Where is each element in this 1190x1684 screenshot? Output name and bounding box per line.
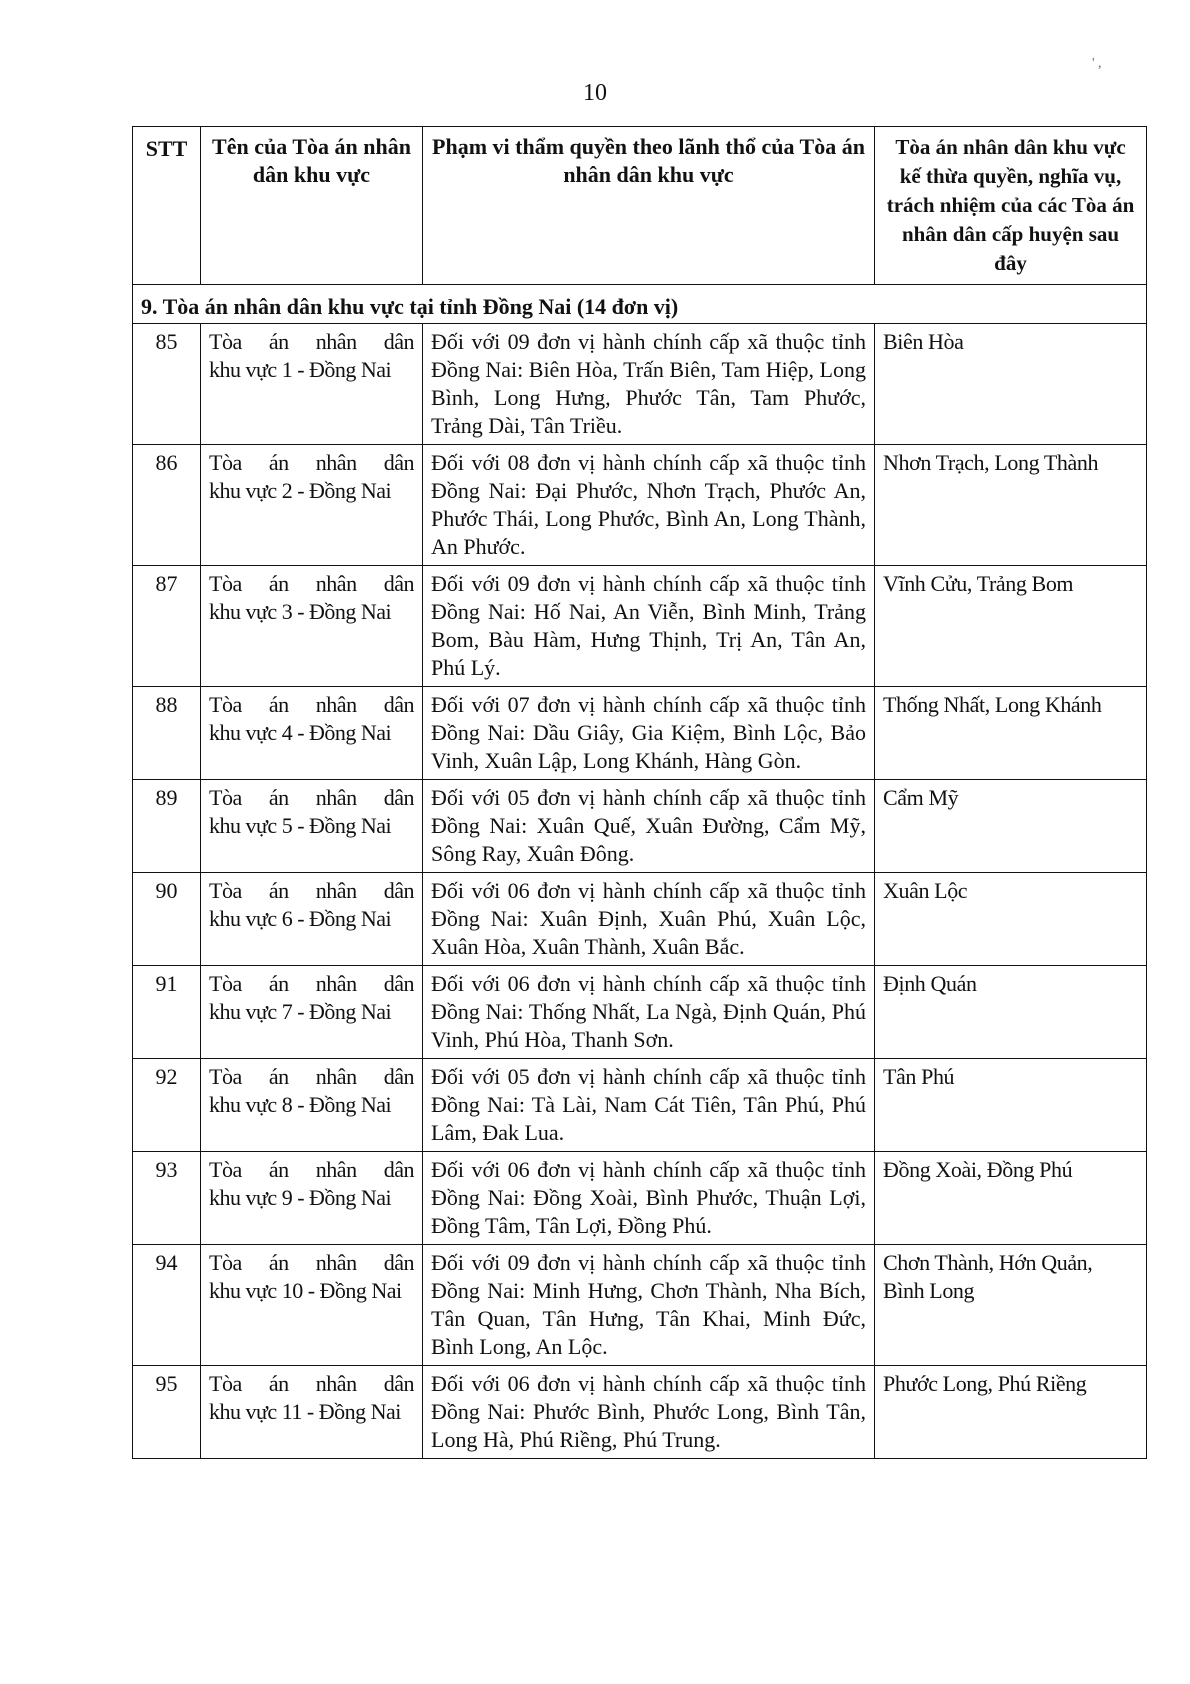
row-court-name: [201, 1059, 423, 1152]
court-name-line1: Tòa án nhân dân: [209, 450, 414, 475]
court-table: [132, 126, 1147, 1459]
row-territorial-scope: Đối với 08 đơn vị hành chính cấp xã thuộc tỉnh Đồng Nai: Đại Phước, Nhơn Trạch, Phước An, Phước Thái, Long Phước, Bình An, Long Thành, An Phước.: [423, 445, 875, 566]
row-stt: 94: [133, 1245, 201, 1366]
row-court-name: [201, 1366, 423, 1459]
row-successor-courts: Nhơn Trạch, Long Thành: [875, 445, 1147, 566]
row-court-name: [201, 566, 423, 687]
court-name-line1: Tòa án nhân dân: [209, 785, 414, 810]
row-territorial-scope: Đối với 06 đơn vị hành chính cấp xã thuộc tỉnh Đồng Nai: Phước Bình, Phước Long, Bình Tân, Long Hà, Phú Riềng, Phú Trung.: [423, 1366, 875, 1459]
row-stt: 87: [133, 566, 201, 687]
row-territorial-scope: Đối với 09 đơn vị hành chính cấp xã thuộc tỉnh Đồng Nai: Hố Nai, An Viễn, Bình Minh, Trảng Bom, Bàu Hàm, Hưng Thịnh, Trị An, Tân An, Phú Lý.: [423, 566, 875, 687]
row-stt: 91: [133, 966, 201, 1059]
row-territorial-scope: Đối với 09 đơn vị hành chính cấp xã thuộc tỉnh Đồng Nai: Biên Hòa, Trấn Biên, Tam Hiệp, Long Bình, Long Hưng, Phước Tân, Tam Phước, Trảng Dài, Tân Triều.: [423, 324, 875, 445]
row-territorial-scope: Đối với 07 đơn vị hành chính cấp xã thuộc tỉnh Đồng Nai: Dầu Giây, Gia Kiệm, Bình Lộc, Bảo Vinh, Xuân Lập, Long Khánh, Hàng Gòn.: [423, 687, 875, 780]
row-successor-courts: Tân Phú: [875, 1059, 1147, 1152]
table-header-row: [133, 127, 1147, 285]
table-row: [133, 445, 1147, 566]
row-court-name: [201, 445, 423, 566]
court-name-line2: khu vực 5 - Đồng Nai: [209, 813, 392, 838]
table-row: [133, 324, 1147, 445]
row-successor-courts: Chơn Thành, Hớn Quản, Bình Long: [875, 1245, 1147, 1366]
row-successor-courts: Cẩm Mỹ: [875, 780, 1147, 873]
table-row: [133, 966, 1147, 1059]
table-row: [133, 1059, 1147, 1152]
row-successor-courts: Biên Hòa: [875, 324, 1147, 445]
header-stt: STT: [133, 127, 201, 285]
court-name-line1: Tòa án nhân dân: [209, 571, 414, 596]
row-stt: 85: [133, 324, 201, 445]
table-row: [133, 1245, 1147, 1366]
court-name-line1: Tòa án nhân dân: [209, 1157, 414, 1182]
court-name-line2: khu vực 8 - Đồng Nai: [209, 1092, 392, 1117]
court-name-line2: khu vực 9 - Đồng Nai: [209, 1185, 392, 1210]
table-row: [133, 1152, 1147, 1245]
court-name-line1: Tòa án nhân dân: [209, 878, 414, 903]
group-title: 9. Tòa án nhân dân khu vực tại tỉnh Đồng Nai (14 đơn vị): [133, 285, 1147, 324]
header-territorial-scope: Phạm vi thẩm quyền theo lãnh thổ của Tòa án nhân dân khu vực: [423, 127, 875, 285]
row-successor-courts: Thống Nhất, Long Khánh: [875, 687, 1147, 780]
court-name-line2: khu vực 1 - Đồng Nai: [209, 357, 392, 382]
row-court-name: [201, 1245, 423, 1366]
court-name-line1: Tòa án nhân dân: [209, 1064, 414, 1089]
court-name-line1: Tòa án nhân dân: [209, 1371, 414, 1396]
court-name-line2: khu vực 6 - Đồng Nai: [209, 906, 392, 931]
row-territorial-scope: Đối với 06 đơn vị hành chính cấp xã thuộc tỉnh Đồng Nai: Xuân Định, Xuân Phú, Xuân Lộc, Xuân Hòa, Xuân Thành, Xuân Bắc.: [423, 873, 875, 966]
row-stt: 93: [133, 1152, 201, 1245]
table-row: [133, 1366, 1147, 1459]
row-stt: 90: [133, 873, 201, 966]
group-row: [133, 285, 1147, 324]
header-court-name: Tên của Tòa án nhân dân khu vực: [201, 127, 423, 285]
row-successor-courts: Định Quán: [875, 966, 1147, 1059]
table-row: [133, 687, 1147, 780]
row-court-name: [201, 324, 423, 445]
court-name-line2: khu vực 3 - Đồng Nai: [209, 599, 392, 624]
row-stt: 92: [133, 1059, 201, 1152]
court-name-line1: Tòa án nhân dân: [209, 1250, 414, 1275]
row-successor-courts: Đồng Xoài, Đồng Phú: [875, 1152, 1147, 1245]
row-court-name: [201, 1152, 423, 1245]
row-territorial-scope: Đối với 06 đơn vị hành chính cấp xã thuộc tỉnh Đồng Nai: Thống Nhất, La Ngà, Định Quán, Phú Vinh, Phú Hòa, Thanh Sơn.: [423, 966, 875, 1059]
header-successor-courts: Tòa án nhân dân khu vực kế thừa quyền, nghĩa vụ, trách nhiệm của các Tòa án nhân dân cấp huyện sau đây: [875, 127, 1147, 285]
court-name-line1: Tòa án nhân dân: [209, 329, 414, 354]
table-row: [133, 873, 1147, 966]
row-successor-courts: Vĩnh Cửu, Trảng Bom: [875, 566, 1147, 687]
page-number: 10: [583, 80, 607, 106]
row-court-name: [201, 780, 423, 873]
table-row: [133, 566, 1147, 687]
row-territorial-scope: Đối với 05 đơn vị hành chính cấp xã thuộc tỉnh Đồng Nai: Xuân Quế, Xuân Đường, Cẩm Mỹ, Sông Ray, Xuân Đông.: [423, 780, 875, 873]
row-stt: 86: [133, 445, 201, 566]
row-successor-courts: Xuân Lộc: [875, 873, 1147, 966]
court-name-line2: khu vực 10 - Đồng Nai: [209, 1278, 402, 1303]
row-territorial-scope: Đối với 05 đơn vị hành chính cấp xã thuộc tỉnh Đồng Nai: Tà Lài, Nam Cát Tiên, Tân Phú, Phú Lâm, Đak Lua.: [423, 1059, 875, 1152]
scan-marks: ' ,: [1092, 56, 1102, 71]
court-name-line2: khu vực 11 - Đồng Nai: [209, 1399, 401, 1424]
row-court-name: [201, 873, 423, 966]
row-court-name: [201, 966, 423, 1059]
row-stt: 89: [133, 780, 201, 873]
court-name-line2: khu vực 2 - Đồng Nai: [209, 478, 392, 503]
court-name-line1: Tòa án nhân dân: [209, 971, 414, 996]
row-court-name: [201, 687, 423, 780]
court-name-line1: Tòa án nhân dân: [209, 692, 414, 717]
court-name-line2: khu vực 7 - Đồng Nai: [209, 999, 392, 1024]
row-stt: 95: [133, 1366, 201, 1459]
row-territorial-scope: Đối với 09 đơn vị hành chính cấp xã thuộc tỉnh Đồng Nai: Minh Hưng, Chơn Thành, Nha Bích, Tân Quan, Tân Hưng, Tân Khai, Minh Đức, Bình Long, An Lộc.: [423, 1245, 875, 1366]
court-name-line2: khu vực 4 - Đồng Nai: [209, 720, 392, 745]
table-row: [133, 780, 1147, 873]
row-stt: 88: [133, 687, 201, 780]
row-territorial-scope: Đối với 06 đơn vị hành chính cấp xã thuộc tỉnh Đồng Nai: Đồng Xoài, Bình Phước, Thuận Lợi, Đồng Tâm, Tân Lợi, Đồng Phú.: [423, 1152, 875, 1245]
row-successor-courts: Phước Long, Phú Riềng: [875, 1366, 1147, 1459]
